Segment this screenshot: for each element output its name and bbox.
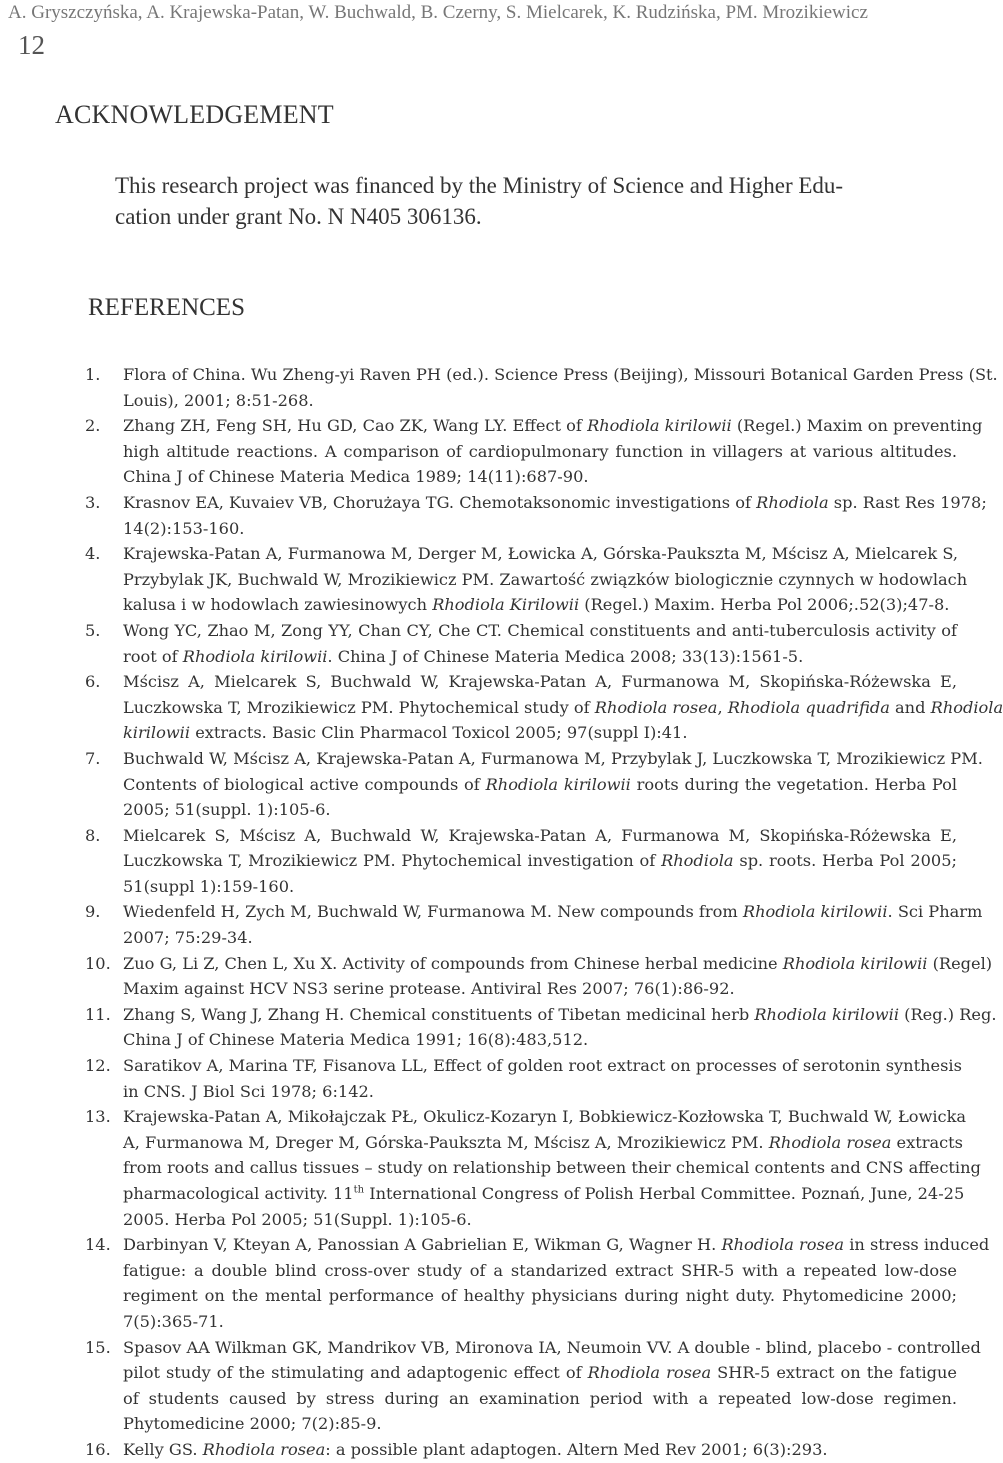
reference-text: China J of Chinese Materia Medica 1991; 16(8):483,512. [123, 1030, 589, 1050]
reference-number: 12. [85, 1056, 111, 1076]
reference-item [85, 618, 957, 669]
reference-item [85, 1437, 957, 1463]
reference-item [85, 490, 987, 541]
reference-text: Buchwald W, Mścisz A, Krajewska-Patan A, Furmanowa M, Przybylak J, Luczkowska T, Mrozikiewicz PM. [123, 748, 983, 768]
reference-item [85, 541, 968, 618]
reference-text: Kelly GS. Rhodiola rosea: a possible plant adaptogen. Altern Med Rev 2001; 6(3):293. [123, 1439, 828, 1459]
reference-number: 1. [85, 365, 101, 384]
running-header-authors: A. Gryszczyńska, A. Krajewska-Patan, W. Buchwald, B. Czerny, S. Mielcarek, K. Rudzińska, PM. Mrozikiewicz [8, 2, 868, 23]
reference-text: Phytomedicine 2000; 7(2):85-9. [123, 1414, 382, 1434]
reference-item [85, 1335, 981, 1437]
reference-text: root of Rhodiola kirilowii. China J of Chinese Materia Medica 2008; 33(13):1561-5. [123, 646, 804, 666]
reference-item [85, 669, 1003, 746]
reference-number: 7. [85, 748, 101, 768]
reference-text: China J of Chinese Materia Medica 1989; 14(11):687-90. [123, 467, 589, 487]
reference-text: from roots and callus tissues – study on relationship between their chemical contents and CNS affecting [123, 1158, 981, 1178]
reference-line [85, 1155, 981, 1181]
reference-text: of students caused by stress during an examination period with a repeated low-dose regimen. [123, 1388, 957, 1408]
reference-number: 16. [85, 1439, 111, 1459]
reference-item [85, 746, 983, 823]
reference-line [85, 439, 957, 465]
reference-line [85, 1283, 957, 1309]
reference-number: 5. [85, 620, 101, 640]
reference-line [85, 1104, 967, 1130]
reference-item [85, 823, 957, 900]
reference-line [85, 669, 957, 695]
reference-text: in CNS. J Biol Sci 1978; 6:142. [123, 1081, 374, 1101]
reference-line [85, 1386, 957, 1412]
reference-text: 2005. Herba Pol 2005; 51(Suppl. 1):105-6. [123, 1209, 472, 1229]
reference-text: Saratikov A, Marina TF, Fisanova LL, Effect of golden root extract on processes of serotonin synthesis [123, 1056, 962, 1076]
reference-item [85, 899, 983, 950]
reference-text: 51(suppl 1):159-160. [123, 876, 295, 896]
reference-line [85, 1053, 962, 1079]
reference-text: Luczkowska T, Mrozikiewicz PM. Phytochemical investigation of Rhodiola sp. roots. Herba Pol 2005; [123, 851, 957, 871]
reference-text: Spasov AA Wilkman GK, Mandrikov VB, Mironova IA, Neumoin VV. A double - blind, placebo - controlled [123, 1337, 981, 1357]
reference-line [85, 592, 957, 618]
reference-text: Zuo G, Li Z, Chen L, Xu X. Activity of compounds from Chinese herbal medicine Rhodiola kirilowii (Regel) [123, 953, 993, 973]
reference-text: high altitude reactions. A comparison of cardiopulmonary function in villagers at various altitudes. [123, 441, 957, 461]
reference-number: 8. [85, 825, 101, 845]
acknowledgement-text [115, 170, 955, 232]
reference-text: 14(2):153-160. [123, 518, 245, 538]
reference-text: pharmacological activity. 11th International Congress of Polish Herbal Committee. Poznań, June, 24-25 [123, 1184, 965, 1203]
reference-text: 2007; 75:29-34. [123, 928, 253, 948]
reference-text: 7(5):365-71. [123, 1311, 224, 1331]
reference-number: 15. [85, 1337, 111, 1357]
reference-line [85, 823, 957, 849]
reference-line [85, 516, 957, 542]
reference-text: Zhang ZH, Feng SH, Hu GD, Cao ZK, Wang LY. Effect of Rhodiola kirilowii (Regel.) Maxim on preventing [123, 416, 983, 436]
reference-line [85, 976, 957, 1002]
reference-line [85, 899, 983, 925]
reference-line [85, 1207, 957, 1233]
reference-text: Przybylak JK, Buchwald W, Mrozikiewicz PM. Zawartość związków biologicznie czynnych w hodowlach [123, 569, 968, 589]
reference-text: Contents of biological active compounds of Rhodiola kirilowii roots during the vegetation. Herba Pol [123, 774, 958, 794]
reference-text: Louis), 2001; 8:51-268. [123, 390, 314, 410]
reference-item [85, 1053, 962, 1104]
reference-text: Mścisz A, Mielcarek S, Buchwald W, Krajewska-Patan A, Furmanowa M, Skopińska-Różewska E, [123, 672, 957, 692]
reference-line [85, 1079, 957, 1105]
reference-line [85, 490, 987, 516]
reference-line [85, 746, 983, 772]
reference-number: 10. [85, 953, 111, 973]
reference-text: A, Furmanowa M, Dreger M, Górska-Paukszta M, Mścisz A, Mrozikiewicz PM. Rhodiola rosea extracts [123, 1132, 963, 1152]
reference-number: 11. [85, 1004, 111, 1024]
reference-text: Krajewska-Patan A, Furmanowa M, Derger M, Łowicka A, Górska-Paukszta M, Mścisz A, Mielcarek S, [123, 544, 958, 564]
reference-text: Mielcarek S, Mścisz A, Buchwald W, Krajewska-Patan A, Furmanowa M, Skopińska-Różewska E, [123, 825, 957, 845]
reference-item [85, 951, 993, 1002]
reference-line [85, 1437, 957, 1463]
reference-text: Krajewska-Patan A, Mikołajczak PŁ, Okulicz-Kozaryn I, Bobkiewicz-Kozłowska T, Buchwald W, Łowicka [123, 1107, 967, 1127]
reference-line [85, 618, 957, 644]
reference-text: regiment on the mental performance of healthy physicians during night duty. Phytomedicine 2000; [123, 1286, 957, 1306]
reference-number: 6. [85, 672, 101, 692]
reference-line [85, 1360, 957, 1386]
reference-line [85, 874, 957, 900]
page-number: 12 [18, 30, 45, 60]
reference-number: 4. [85, 544, 101, 564]
reference-text: Luczkowska T, Mrozikiewicz PM. Phytochemical study of Rhodiola rosea, Rhodiola quadrifida and Rhodiola [123, 697, 1003, 717]
reference-line [85, 567, 968, 593]
reference-text: Krasnov EA, Kuvaiev VB, Chorużaya TG. Chemotaksonomic investigations of Rhodiola sp. Rast Res 1978; [123, 492, 987, 512]
references-list [85, 362, 1003, 1463]
reference-line [85, 1258, 957, 1284]
acknowledgement-line: cation under grant No. N N405 306136. [115, 204, 482, 229]
reference-text: 2005; 51(suppl. 1):105-6. [123, 800, 331, 820]
reference-line [85, 413, 983, 439]
reference-text: kalusa i w hodowlach zawiesinowych Rhodiola Kirilowii (Regel.) Maxim. Herba Pol 2006;.52(3);47-8. [123, 595, 950, 615]
reference-line [85, 1181, 965, 1207]
reference-text: pilot study of the stimulating and adaptogenic effect of Rhodiola rosea SHR-5 extract on the fatigue [123, 1363, 957, 1383]
reference-line [85, 797, 957, 823]
reference-line [85, 848, 957, 874]
reference-line [85, 925, 957, 951]
reference-text: Flora of China. Wu Zheng-yi Raven PH (ed.). Science Press (Beijing), Missouri Botanical Garden Press (St. [123, 365, 998, 384]
reference-text: Maxim against HCV NS3 serine protease. Antiviral Res 2007; 76(1):86-92. [123, 979, 735, 999]
reference-text: kirilowii extracts. Basic Clin Pharmacol Toxicol 2005; 97(suppl I):41. [123, 723, 688, 743]
references-heading: REFERENCES [88, 294, 245, 321]
reference-line [85, 388, 957, 414]
reference-number: 13. [85, 1107, 111, 1127]
reference-line [85, 644, 957, 670]
reference-text: fatigue: a double blind cross-over study of a standarized extract SHR-5 with a repeated low-dose [123, 1260, 957, 1280]
reference-text: Zhang S, Wang J, Zhang H. Chemical constituents of Tibetan medicinal herb Rhodiola kirilowii (Reg.) Reg. [123, 1004, 997, 1024]
reference-text: Wong YC, Zhao M, Zong YY, Chan CY, Che CT. Chemical constituents and anti-tuberculosis activity of [123, 620, 957, 640]
reference-text: Wiedenfeld H, Zych M, Buchwald W, Furmanowa M. New compounds from Rhodiola kirilowii. Sci Pharm [123, 902, 983, 922]
reference-line [85, 695, 1003, 721]
reference-line [85, 1027, 957, 1053]
reference-line [85, 541, 957, 567]
reference-line [85, 1335, 981, 1361]
reference-item [85, 1104, 981, 1232]
reference-item [85, 1232, 990, 1334]
reference-line [85, 1232, 990, 1258]
acknowledgement-heading: ACKNOWLEDGEMENT [55, 100, 334, 129]
reference-item [85, 1002, 997, 1053]
reference-number: 2. [85, 416, 101, 436]
reference-line [85, 1309, 957, 1335]
acknowledgement-line: This research project was financed by the Ministry of Science and Higher Edu- [115, 173, 844, 198]
reference-line [85, 1411, 957, 1437]
reference-line [85, 720, 957, 746]
reference-item [85, 413, 983, 490]
reference-number: 14. [85, 1235, 111, 1255]
reference-line [85, 464, 957, 490]
reference-item [85, 362, 998, 413]
reference-number: 3. [85, 492, 101, 512]
reference-line [85, 951, 993, 977]
reference-text: Darbinyan V, Kteyan A, Panossian A Gabrielian E, Wikman G, Wagner H. Rhodiola rosea in stress induced [123, 1235, 990, 1255]
reference-number: 9. [85, 902, 101, 922]
reference-line [85, 772, 957, 798]
reference-line [85, 1002, 997, 1028]
reference-line [85, 1130, 963, 1156]
reference-line [85, 362, 998, 388]
